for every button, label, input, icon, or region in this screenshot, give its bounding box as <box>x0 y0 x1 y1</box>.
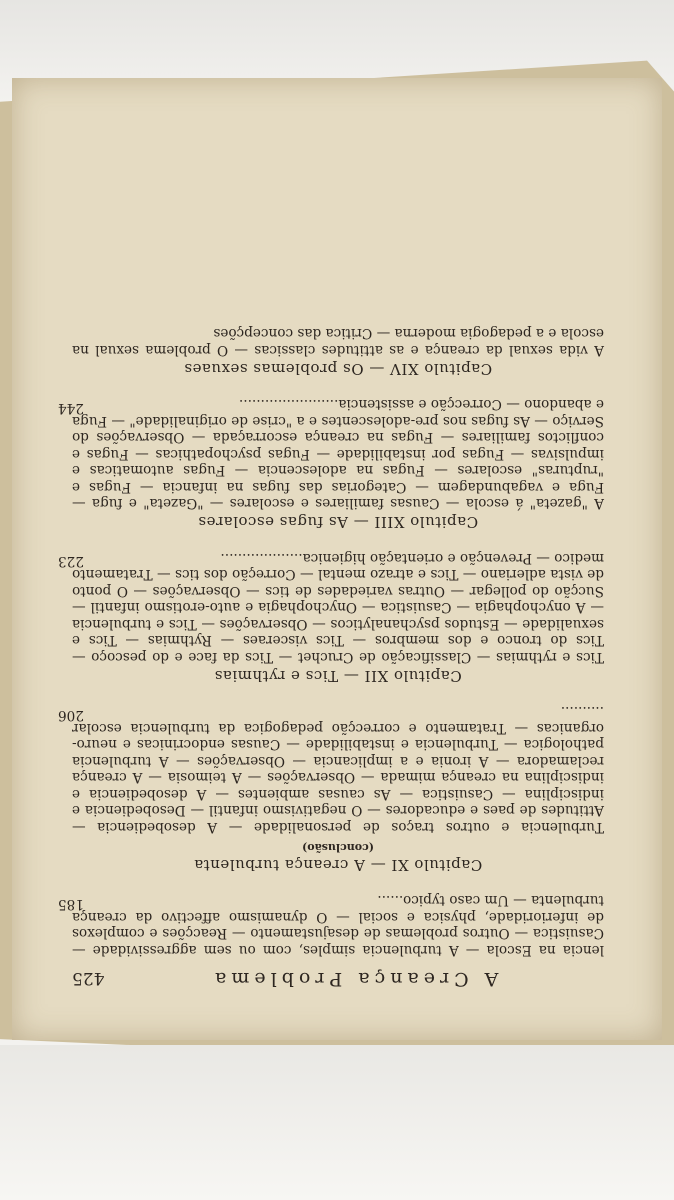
book-page <box>12 78 662 1040</box>
toc-entry-text: lencia na Escola — A turbulencia simples, com ou sem aggressividade — Casuistica — Outros problemas de desajustamento — Reacções e complexos de inferioridade, physica e social — O dynamismo affectivo da creança turbulenta — Um caso typico...... <box>72 892 604 958</box>
chapter-heading: Capitulo XIV — Os problemas sexuaes <box>183 360 493 378</box>
toc-entry-text: Turbulencia e outros traços de personalidade — A desobediencia — Attitudes de paes e educadores — O negativismo infantil — Desobediencia e indisciplina — Casuistica — As causas ambientes — A desobediencia e indisciplina na creança mimada — Observações — A teimosia — A creança reclamadora — A ironia e a implicancia — Observações — A turbulencia pathologica — Turbulencia e instabilidade — Causas endocrinicas e neuro-organicas — Tratamento e correcção pedagogica da turbulencia escolar .......... <box>72 703 604 835</box>
running-header <box>72 968 604 990</box>
toc-entry-chapter-xii <box>58 550 604 666</box>
toc-entry-page: 206 <box>58 707 84 723</box>
toc-entry-chapter-xiii <box>58 396 604 512</box>
page-text-block <box>58 321 604 990</box>
toc-entry-intro <box>58 892 604 958</box>
toc-entry-page: 244 <box>58 400 84 416</box>
upside-down-page-content <box>12 78 662 1040</box>
chapter-heading: Capitulo XIII — As fugas escolares <box>197 513 479 532</box>
background-bottom <box>0 1045 674 1200</box>
page-number: 425 <box>72 968 105 988</box>
chapter-subheading: (conclusão) <box>302 841 374 854</box>
toc-entry-page: 185 <box>58 896 84 912</box>
toc-entry-chapter-xi <box>58 703 604 835</box>
toc-entry-page: 223 <box>58 553 84 570</box>
toc-entry-text: A vida sexual da creança e as attitudes classicas — O problema sexual na escola e a pedagogia moderna — Critica das concepções <box>72 325 604 358</box>
chapter-heading: Capitulo XII — Tics e rythmias <box>214 667 462 685</box>
toc-entry-text: A "gazeta" á escola — Causas familiares e escolares — "Gazeta" e fuga — Fuga e vagabundagem — Categorias das fugas na infancia — Fugas e "rupturas" escolares — Fugas na adolescencia — Fugas automaticas e impulsivas — Fugas por instabilidade — Fugas psychopathicas — Fugas e conflictos familiares — Fugas na creança escorraçada — Observações do Serviço — As fugas nos pre-adolescentes e a "crise de originalidade" — Fuga e abandono — Correcção e assistencia....................... <box>72 396 604 512</box>
chapter-heading: Capitulo XI — A creança turbulenta <box>193 856 483 874</box>
toc-entry-text: Tics e rythmias — Classificação de Cruchet — Tics da face e do pescoço — Tics do tronco e dos membros — Tics visceraes — Rythmias — Tics e sexualidade — Estudos psychanalyticos — Observações — Tics e turbulencia — A onychophagia — Casuistica — Onychophagia e auto-erotismo infantil — Sucção do pollegar — Outras variedades de tics — Observações — O ponto de vista adleriano — Tics e atrazo mental — Correção dos tics — Tratamento medico — Prevenção e orientação higienica................... <box>72 550 604 665</box>
toc-entry-chapter-xiv <box>72 325 604 358</box>
running-title: A Creança Problema <box>210 968 499 990</box>
